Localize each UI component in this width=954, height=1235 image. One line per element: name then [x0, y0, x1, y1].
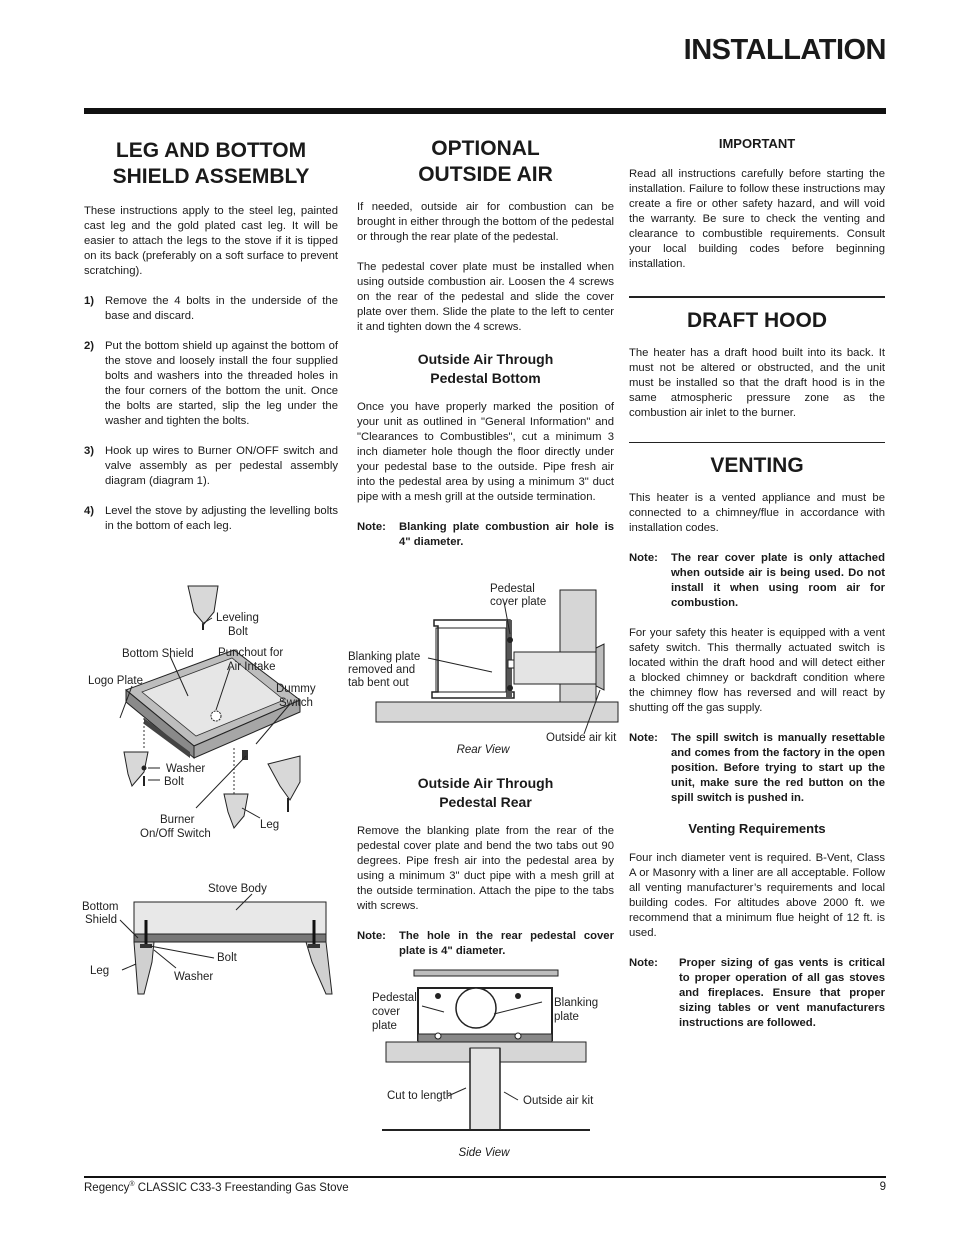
- venting-note-2: [629, 731, 885, 806]
- note-label: Note:: [629, 552, 658, 564]
- label-pedestal-cover: Pedestal: [490, 583, 535, 595]
- step-text: Remove the 4 bolts in the underside of the base and discard.: [105, 295, 338, 322]
- venting-requirements-heading: Venting Requirements: [688, 821, 826, 836]
- right-column: [629, 136, 885, 1046]
- draft-hood-rule: [629, 296, 885, 298]
- pedestal-bottom-heading-1: Outside Air Through: [417, 351, 554, 367]
- venting-p1: This heater is a vented appliance and must be connected to a chimney/flue in accordance with installation codes.: [629, 492, 885, 534]
- leg-section: [84, 136, 338, 549]
- bottom-shield-assembly-diagram: [84, 572, 340, 844]
- label-outside-air-kit-2: Outside air kit: [523, 1095, 594, 1107]
- leg-title-line1: LEG AND BOTTOM: [115, 139, 307, 162]
- step-number: 4): [84, 505, 95, 517]
- footer-product: [84, 1181, 349, 1194]
- step-text: Level the stove by adjusting the levelling bolts in the bottom of each leg.: [105, 505, 338, 532]
- leg-steps: [84, 294, 338, 534]
- venting-title: VENTING: [710, 454, 804, 477]
- rear-view-caption: Rear View: [456, 744, 510, 756]
- step-text: Put the bottom shield up against the bottom of the stove and loosely install the four supplied bolts and washers into the threaded holes in the four corners of the bottom the unit. Once the bolts are started, slip the leg under the washer and tighten the bolts.: [105, 340, 338, 427]
- draft-hood-title: DRAFT HOOD: [687, 308, 827, 332]
- leg-section-diagram: [80, 876, 340, 998]
- outside-air-p3: Once you have properly marked the position of your unit as outlined in "General Information" and "Clearances to Combustibles", cut a minimum 3 inch diameter hole though the floor directly under your pedestal base to the outside. Pipe fresh air into the pedestal area by using a minimum 3" duct pipe with a mesh grill at the outside termination.: [357, 401, 614, 503]
- footer-rule: [84, 1176, 886, 1178]
- step-item: [84, 444, 338, 489]
- label-washer-2: Washer: [174, 971, 214, 983]
- label-bottom-shield-3: Shield: [85, 914, 117, 926]
- header-rule: [84, 108, 886, 114]
- important-heading: IMPORTANT: [718, 136, 796, 151]
- label-leg-2: Leg: [90, 965, 110, 977]
- note-text: The spill switch is manually resettable and comes from the factory in the open position. Before trying to start up the unit, make sure the red button on the spill switch is pushed in.: [671, 732, 885, 804]
- label-outside-air-kit: Outside air kit: [546, 732, 617, 744]
- step-item: [84, 294, 338, 324]
- label-cover: cover: [372, 1006, 401, 1018]
- label-pedestal: Pedestal: [372, 992, 417, 1004]
- label-blanking-plate-2: plate: [554, 1011, 579, 1023]
- label-pedestal-cover-2: cover plate: [490, 596, 547, 608]
- venting-note-3: [629, 956, 885, 1031]
- label-bottom-shield-2: Bottom: [82, 901, 119, 913]
- label-bottom-shield: Bottom Shield: [122, 648, 194, 660]
- note-label: Note:: [357, 521, 386, 533]
- outside-air-p2: The pedestal cover plate must be installed when using outside combustion air. Loosen the 4 screws on the rear of the pedestal and slide the cover plate over them. Slide the plate to the left to center it and tighten down the 4 screws.: [357, 261, 614, 333]
- label-dummy-switch-2: Switch: [279, 697, 313, 709]
- pedestal-rear-heading-2: Pedestal Rear: [439, 794, 532, 810]
- outside-air-p4: Remove the blanking plate from the rear of the pedestal cover plate and bend the two tabs out 90 degrees. Pipe fresh air into the pedestal area by using a minimum 3" duct pipe with a mesh grill at the outside termination. Attach the pipe to the tabs with screws.: [357, 825, 614, 912]
- pedestal-bottom-heading-2: Pedestal Bottom: [430, 370, 541, 386]
- pedestal-bottom-heading: [357, 350, 614, 388]
- label-blanking-plate: Blanking plate: [348, 651, 421, 663]
- step-number: 2): [84, 340, 95, 352]
- rear-hole-note: [357, 929, 614, 959]
- label-blanking-removed: removed and: [348, 664, 416, 676]
- step-number: 1): [84, 295, 95, 307]
- outside-air-title-line1: OPTIONAL: [431, 137, 540, 160]
- step-number: 3): [84, 445, 95, 457]
- note-text: Blanking plate combustion air hole is 4" diameter.: [399, 521, 614, 548]
- note-label: Note:: [629, 957, 658, 969]
- label-bolt-2: Bolt: [217, 952, 237, 964]
- footer-model: CLASSIC C33-3 Freestanding Gas Stove: [134, 1181, 349, 1194]
- pedestal-rear-heading-1: Outside Air Through: [417, 775, 554, 791]
- rear-view-diagram: [346, 578, 622, 748]
- label-leg: Leg: [260, 819, 280, 831]
- page-number: 9: [879, 1181, 886, 1193]
- blanking-note: [357, 520, 614, 550]
- note-label: Note:: [357, 930, 386, 942]
- leg-section-title: [84, 138, 338, 190]
- label-washer: Washer: [166, 763, 206, 775]
- venting-requirements-text: Four inch diameter vent is required. B-Vent, Class A or Masonry with a liner are all acceptable. Follow all venting manufacturer’s requirements and local building codes. For altitudes above 2000 ft. we recommend that a minimum flue height of 12 ft. is used.: [629, 852, 885, 939]
- label-burner-switch: On/Off Switch: [140, 828, 211, 840]
- side-view-caption: Side View: [458, 1147, 510, 1159]
- venting-p2: For your safety this heater is equipped with a vent safety switch. This thermally actuated switch is located within the draft hood and will detect either a blocked chimney or backdraft condition where the chimney flow has reversed and will react by shutting off the gas supply.: [629, 627, 885, 714]
- step-item: [84, 339, 338, 429]
- side-view-diagram: [362, 966, 618, 1140]
- venting-note-1: [629, 551, 885, 611]
- label-burner: Burner: [160, 814, 195, 826]
- outside-air-section: [357, 136, 614, 565]
- label-air-intake: Air Intake: [227, 661, 276, 673]
- leg-intro: These instructions apply to the steel leg, painted cast leg and the gold plated cast leg. It will be easier to attach the legs to the stove if it is tipped on its back (preferably on a soft surface to prevent scratching).: [84, 205, 338, 277]
- label-bolt: Bolt: [164, 776, 184, 788]
- pedestal-rear-section: [357, 774, 614, 974]
- footer-brand: Regency: [84, 1181, 130, 1194]
- note-text: The hole in the rear pedestal cover plate is 4" diameter.: [399, 930, 614, 957]
- label-logo-plate: Logo Plate: [88, 675, 143, 687]
- note-label: Note:: [629, 732, 658, 744]
- label-cut-to-length: Cut to length: [387, 1090, 453, 1102]
- leg-title-line2: SHIELD ASSEMBLY: [112, 165, 310, 188]
- label-tab-bent: tab bent out: [348, 677, 409, 689]
- label-stove-body: Stove Body: [208, 883, 267, 895]
- venting-rule: [629, 442, 885, 444]
- label-blanking: Blanking: [554, 997, 599, 1009]
- label-leveling-bolt-2: Bolt: [228, 626, 248, 638]
- label-plate: plate: [372, 1020, 397, 1032]
- draft-hood-text: The heater has a draft hood built into its back. It must not be altered or obstructed, and the unit must be installed so that the draft hood is in the same atmospheric pressure zone as the combustion air inlet to the burner.: [629, 346, 885, 419]
- step-text: Hook up wires to Burner ON/OFF switch and valve assembly as per pedestal assembly diagram (diagram 1).: [105, 445, 338, 487]
- outside-air-title-line2: OUTSIDE AIR: [418, 163, 553, 186]
- footer-reg-mark: ®: [129, 1181, 135, 1188]
- page-title: INSTALLATION: [683, 34, 886, 66]
- note-text: Proper sizing of gas vents is critical to proper operation of all gas stoves and fireplaces. Ensure that proper sizing tables or vent manufacturers instructions are followed.: [679, 957, 885, 1029]
- label-leveling-bolt: Leveling: [216, 612, 259, 624]
- outside-air-p1: If needed, outside air for combustion can be brought in either through the bottom of the pedestal or through the rear plate of the pedestal.: [357, 201, 614, 243]
- pedestal-rear-heading: [357, 774, 614, 812]
- outside-air-title: [357, 136, 614, 188]
- label-dummy-switch: Dummy: [276, 683, 316, 695]
- important-text: Read all instructions carefully before starting the installation. Failure to follow these instructions may create a fire or other safety hazard, and will void the warranty. Be sure to check the venting and clearance to combustible requirements. Consult your local building codes before beginning installation.: [629, 168, 885, 270]
- label-punchout: Punchout for: [218, 647, 284, 659]
- step-item: [84, 504, 338, 534]
- note-text: The rear cover plate is only attached when outside air is being used. Do not install it when using room air for combustion.: [671, 552, 885, 609]
